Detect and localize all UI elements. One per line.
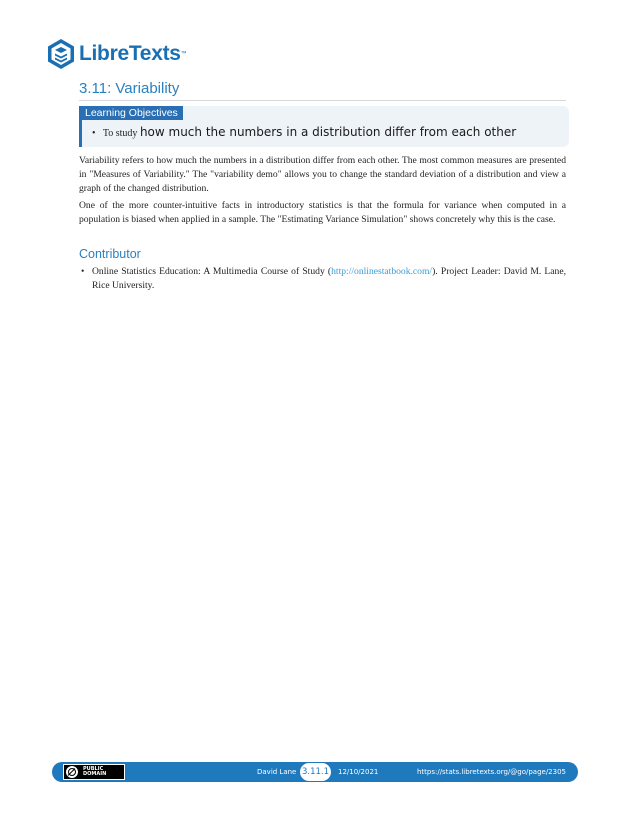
page-footer — [52, 762, 578, 782]
page-number: 3.11.1 — [300, 763, 331, 781]
contributor-list — [79, 265, 566, 293]
objective-lead: To study — [102, 128, 138, 139]
footer-url[interactable]: https://stats.libretexts.org/@go/page/2305 — [416, 768, 566, 776]
list-item — [79, 265, 566, 293]
public-domain-badge[interactable] — [63, 764, 125, 780]
libretexts-logo-icon — [46, 38, 76, 70]
onlinestatbook-link[interactable]: http://onlinestatbook.com/ — [331, 266, 433, 277]
contributor-text-after: ). Project Leader: David M. Lane, Rice University. — [92, 266, 566, 292]
contributor-text-before: Online Statistics Education: A Multimedia Course of Study ( — [92, 266, 332, 277]
logo-wordmark: LibreTexts — [79, 42, 181, 65]
license-line-1: PUBLIC — [83, 765, 104, 772]
page-title: 3.11: Variability — [79, 80, 566, 101]
paragraph-variance: One of the more counter-intuitive facts in introductory statistics is that the formula for variance when computed in a population is biased when applied in a sample. The "Estimating Variance Simulation" shows concretely why this is the case. — [79, 200, 566, 226]
learning-objectives-box — [79, 106, 569, 147]
objective-text: how much the numbers in a distribution differ from each other — [139, 125, 517, 139]
objectives-list — [92, 125, 516, 139]
footer-date: 12/10/2021 — [338, 768, 379, 776]
footer-author: David Lane — [257, 768, 297, 776]
license-line-2: DOMAIN — [83, 771, 107, 777]
logo-trademark: ™ — [180, 51, 187, 57]
public-domain-icon — [66, 766, 78, 778]
libretexts-logo[interactable] — [46, 38, 187, 70]
paragraph-variability: Variability refers to how much the numbers in a distribution differ from each other. The most common measures are presented in "Measures of Variability." The "variability demo" allows you to change the standard deviation of a distribution and view a graph of the changed distribution. — [79, 155, 566, 195]
list-item — [92, 125, 516, 139]
learning-objectives-label: Learning Objectives — [82, 106, 183, 120]
contributor-heading: Contributor — [79, 247, 141, 261]
